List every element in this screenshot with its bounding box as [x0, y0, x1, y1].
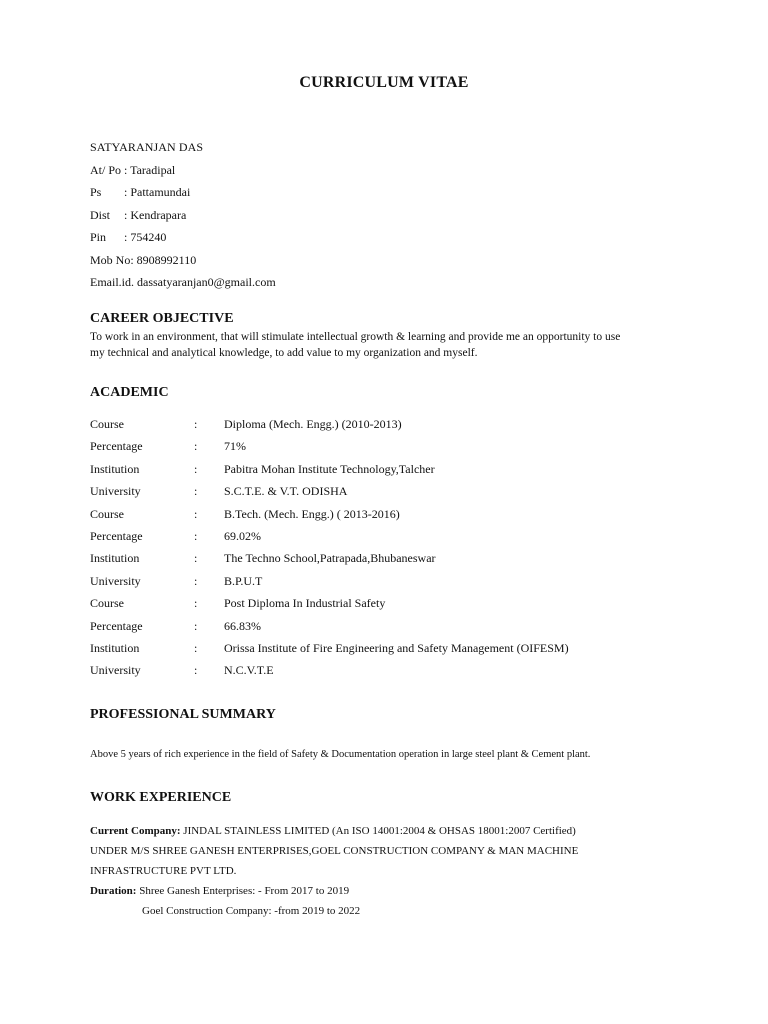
academic-separator: :	[194, 484, 198, 499]
academic-separator: :	[194, 618, 198, 633]
academic-separator: :	[194, 663, 198, 678]
academic-value: S.C.T.E. & V.T. ODISHA	[224, 484, 348, 499]
academic-value: 69.02%	[224, 528, 261, 543]
career-objective-line: my technical and analytical knowledge, to add value to my organization and myself.	[90, 347, 478, 359]
current-company-label: Current Company:	[90, 825, 181, 837]
academic-key: Percentage	[90, 528, 143, 543]
career-objective-heading: CAREER OBJECTIVE	[90, 311, 234, 326]
academic-key: University	[90, 484, 141, 499]
academic-value: Post Diploma In Industrial Safety	[224, 596, 386, 611]
duration-line	[90, 881, 650, 901]
academic-value: 66.83%	[224, 618, 261, 633]
academic-separator: :	[194, 506, 198, 521]
academic-key: Course	[90, 596, 124, 611]
page-title: CURRICULUM VITAE	[299, 74, 469, 91]
contact-value: : Pattamundai	[124, 185, 191, 199]
contractor-line: UNDER M/S SHREE GANESH ENTERPRISES,GOEL CONSTRUCTION COMPANY & MAN MACHINE	[90, 845, 579, 857]
current-company-value: JINDAL STAINLESS LIMITED (An ISO 14001:2004 & OHSAS 18001:2007 Certified)	[180, 825, 576, 837]
academic-separator: :	[194, 551, 198, 566]
contact-block	[90, 139, 276, 297]
academic-value: Pabitra Mohan Institute Technology,Talcher	[224, 461, 435, 476]
contractor-line: INFRASTRUCTURE PVT LTD.	[90, 865, 237, 877]
email-address: Email.id. dassatyaranjan0@gmail.com	[90, 275, 276, 289]
academic-value: B.Tech. (Mech. Engg.) ( 2013-2016)	[224, 506, 400, 521]
current-company-line	[90, 821, 650, 841]
work-experience-block	[90, 821, 650, 921]
academic-separator: :	[194, 573, 198, 588]
academic-separator: :	[194, 417, 198, 431]
contact-label: Pin	[90, 230, 107, 244]
academic-key: Percentage	[90, 618, 143, 633]
contact-label: Dist	[90, 207, 111, 222]
contact-label: At/ Po	[90, 162, 122, 177]
duration-value: Shree Ganesh Enterprises: - From 2017 to 2019	[136, 885, 350, 897]
professional-summary-heading: PROFESSIONAL SUMMARY	[90, 707, 276, 722]
academic-separator: :	[194, 439, 198, 454]
academic-value: N.C.V.T.E	[224, 663, 274, 678]
academic-separator: :	[194, 461, 198, 476]
academic-key: Institution	[90, 461, 140, 476]
contact-row	[90, 207, 276, 230]
academic-key: University	[90, 663, 141, 678]
contact-row	[90, 229, 276, 252]
contact-label: Ps	[90, 185, 102, 199]
academic-value: Diploma (Mech. Engg.) (2010-2013)	[224, 417, 402, 431]
contact-value: : Taradipal	[124, 162, 176, 177]
academic-separator: :	[194, 528, 198, 543]
academic-value: 71%	[224, 439, 246, 454]
candidate-name: SATYARANJAN DAS	[90, 140, 204, 154]
academic-value: The Techno School,Patrapada,Bhubaneswar	[224, 551, 436, 566]
contact-row	[90, 184, 276, 207]
academic-separator: :	[194, 596, 198, 611]
academic-key: Percentage	[90, 439, 143, 454]
academic-key: Course	[90, 506, 124, 521]
duration-line: Goel Construction Company: -from 2019 to 2022	[142, 905, 361, 917]
academic-value: Orissa Institute of Fire Engineering and Safety Management (OIFESM)	[224, 640, 569, 655]
contact-value: : 754240	[124, 230, 167, 244]
career-objective-line: To work in an environment, that will stimulate intellectual growth & learning and provide me an opportunity to use	[90, 331, 621, 343]
professional-summary-text: Above 5 years of rich experience in the field of Safety & Documentation operation in large steel plant & Cement plant.	[90, 749, 591, 760]
career-objective-text	[90, 329, 690, 361]
work-experience-heading: WORK EXPERIENCE	[90, 790, 232, 805]
academic-value: B.P.U.T	[224, 573, 263, 588]
contact-value: : Kendrapara	[124, 207, 187, 222]
academic-key: Course	[90, 417, 124, 431]
academic-heading: ACADEMIC	[90, 385, 169, 400]
academic-key: Institution	[90, 640, 140, 655]
mobile-number: Mob No: 8908992110	[90, 252, 197, 267]
academic-separator: :	[194, 640, 198, 655]
contact-row	[90, 162, 276, 185]
academic-key: University	[90, 573, 141, 588]
duration-label: Duration:	[90, 885, 137, 897]
academic-key: Institution	[90, 551, 140, 566]
